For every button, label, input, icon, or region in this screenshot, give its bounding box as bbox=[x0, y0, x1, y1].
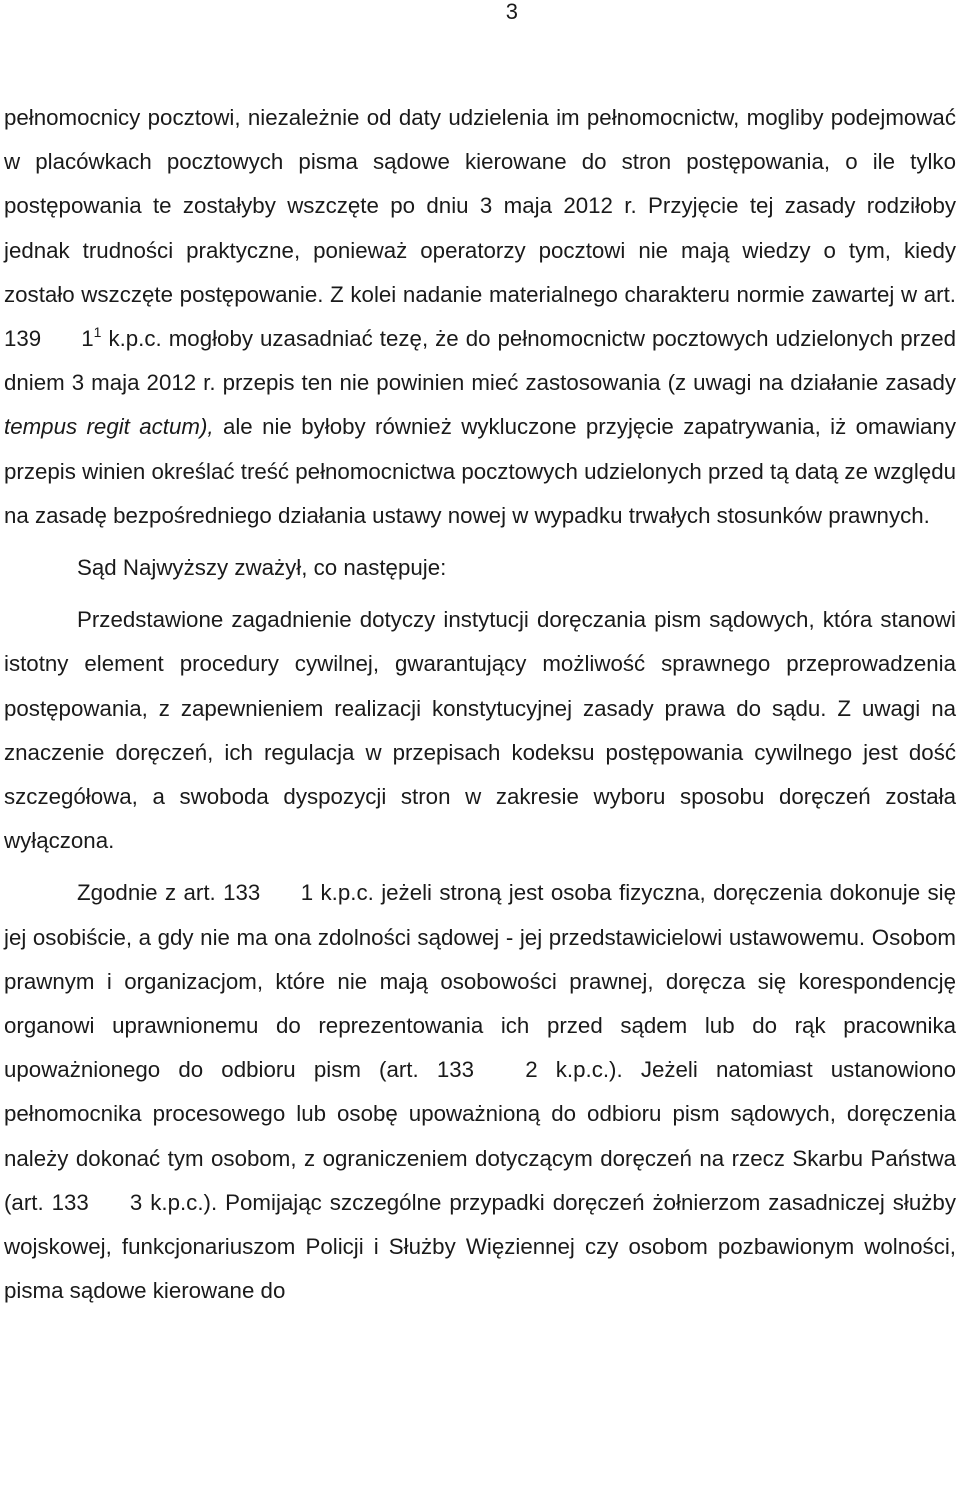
paragraph-text: Zgodnie z art. 133 bbox=[77, 880, 261, 906]
latin-phrase: tempus regit actum), bbox=[4, 414, 214, 440]
paragraph-text: pełnomocnicy pocztowi, niezależnie od daty udzielenia im pełnomocnictw, mogliby podejmować w placówkach pocztowych pisma sądowe kierowane do stron postępowania, o ile tylko postępowania te zostałyby wszczęte po dniu 3 maja 2012 r. Przyjęcie tej zasady rodziłoby jednak trudności praktyczne, ponieważ operatorzy pocztowi nie mają wiedzy o tym, kiedy zostało wszczęte postępowanie. Z kolei nadanie materialnego charakteru normie zawartej w art. 139 bbox=[4, 105, 956, 352]
paragraph-text: k.p.c. mogłoby uzasadniać tezę, że do pełnomocnictw pocztowych udzielonych przed dniem 3 maja 2012 r. przepis ten nie powinien mieć zastosowania (z uwagi na działanie zasady bbox=[4, 326, 957, 396]
section-heading: Sąd Najwyższy zważył, co następuje: bbox=[77, 555, 447, 581]
document-body bbox=[4, 96, 956, 1313]
paragraph-2: Przedstawione zagadnienie dotyczy instytucji doręczania pism sądowych, która stanowi istotny element procedury cywilnej, gwarantujący możliwość sprawnego przeprowadzenia postępowania, z zapewnieniem realizacji konstytucyjnej zasady prawa do sądu. Z uwagi na znaczenie doręczeń, ich regulacja w przepisach kodeksu postępowania cywilnego jest dość szczegółowa, a swoboda dyspozycji stron w zakresie wyboru sposobu doręczeń została wyłączona. bbox=[4, 607, 956, 854]
paragraph-number: 1 bbox=[81, 326, 94, 352]
paragraph-text: 1 k.p.c. jeżeli stroną jest osoba fizyczna, doręczenia dokonuje się jej osobiście, a gdy nie ma ona zdolności sądowej - jej przedstawicielowi ustawowemu. Osobom prawnym i organizacjom, które nie mają osobowości prawnej, doręcza się korespondencję organowi uprawnionemu do reprezentowania ich przed sądem lub do rąk pracownika upoważnionego do odbioru pism (art. 133 bbox=[4, 880, 956, 1083]
paragraph-text: ale nie byłoby również wykluczone przyjęcie zapatrywania, iż omawiany przepis winien określać treść pełnomocnictwa pocztowych udzielonych przed tą datą ze względu na zasadę bezpośredniego działania ustawy nowej w wypadku trwałych stosunków prawnych. bbox=[4, 414, 956, 528]
paragraph-continuation bbox=[4, 96, 956, 538]
paragraph-text: 3 k.p.c.). Pomijając szczególne przypadki doręczeń żołnierzom zasadniczej służby wojskowej, funkcjonariuszom Policji i Służby Więziennej czy osobom pozbawionym wolności, pisma sądowe kierowane do bbox=[4, 1189, 956, 1304]
page-number: 3 bbox=[505, 0, 518, 24]
paragraph-3 bbox=[4, 871, 956, 1313]
superscript: 1 bbox=[93, 324, 102, 341]
paragraph-text: 2 k.p.c.). Jeżeli natomiast ustanowiono pełnomocnika procesowego lub osobę upoważnioną do odbioru pism sądowych, doręczenia należy dokonać tym osobom, z ograniczeniem dotyczącym doręczeń na rzecz Skarbu Państwa (art. 133 bbox=[4, 1057, 956, 1215]
